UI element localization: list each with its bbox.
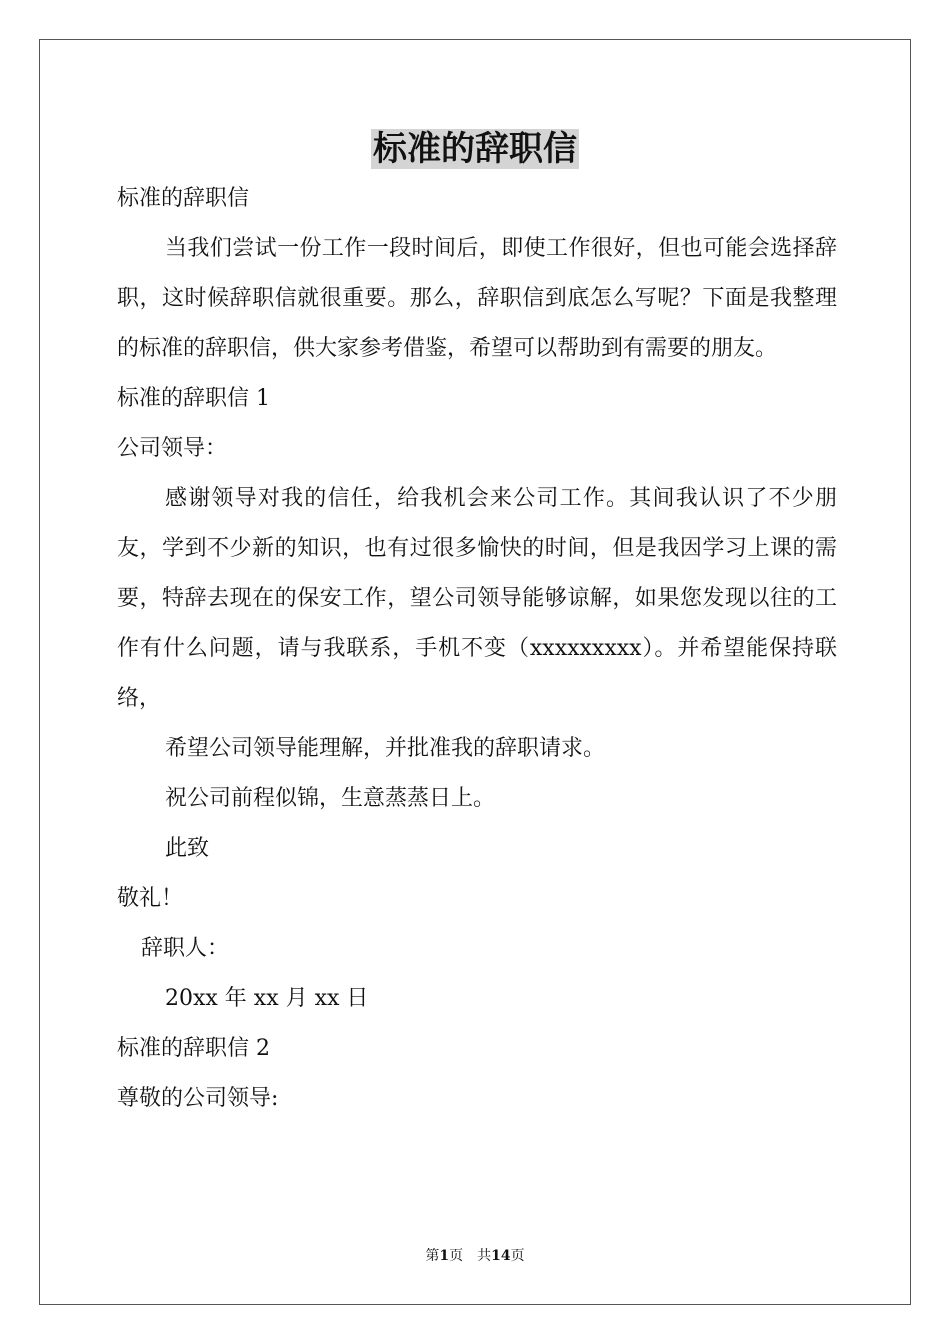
subtitle-line: 标准的辞职信 [117, 186, 250, 211]
letter-body-paragraph: 感谢领导对我的信任，给我机会来公司工作。其间我认识了不少朋友，学到不少新的知识，也有过很多愉快的时间，但是我因学习上课的需要，特辞去现在的保安工作，望公司领导能够谅解，如果您发现以往的工作有什么问题，请与我联系，手机不变（xxxxxxxxx）。并希望能保持联络， [117, 486, 837, 711]
page-number-prefix: 第 [425, 1248, 440, 1264]
page-number-mid: 页 共 [449, 1248, 492, 1264]
request-line: 希望公司领导能理解，并批准我的辞职请求。 [165, 736, 606, 761]
page-number-current: 1 [439, 1248, 450, 1264]
intro-paragraph: 当我们尝试一份工作一段时间后，即使工作很好，但也可能会选择辞职，这时候辞职信就很重要。那么，辞职信到底怎么写呢？下面是我整理的标准的辞职信，供大家参考借鉴，希望可以帮助到有需要的朋友。 [117, 236, 837, 361]
section-heading-2: 标准的辞职信 2 [117, 1036, 270, 1061]
page-number-total: 14 [491, 1248, 511, 1264]
salutation-2: 尊敬的公司领导: [117, 1086, 279, 1111]
date-line: 20xx 年 xx 月 xx 日 [165, 986, 369, 1011]
page-footer [0, 1246, 950, 1266]
page-number-suffix: 页 [510, 1248, 525, 1264]
salutation: 公司领导： [117, 436, 228, 461]
document-title-text: 标准的辞职信 [373, 129, 577, 169]
document-title [0, 124, 950, 174]
regards-line: 敬礼！ [117, 886, 184, 911]
closing-line: 此致 [165, 836, 210, 861]
section-heading-1: 标准的辞职信 1 [117, 386, 270, 411]
wish-line: 祝公司前程似锦，生意蒸蒸日上。 [165, 786, 496, 811]
document-body [117, 174, 837, 1124]
signature-line: 辞职人： [141, 936, 230, 961]
